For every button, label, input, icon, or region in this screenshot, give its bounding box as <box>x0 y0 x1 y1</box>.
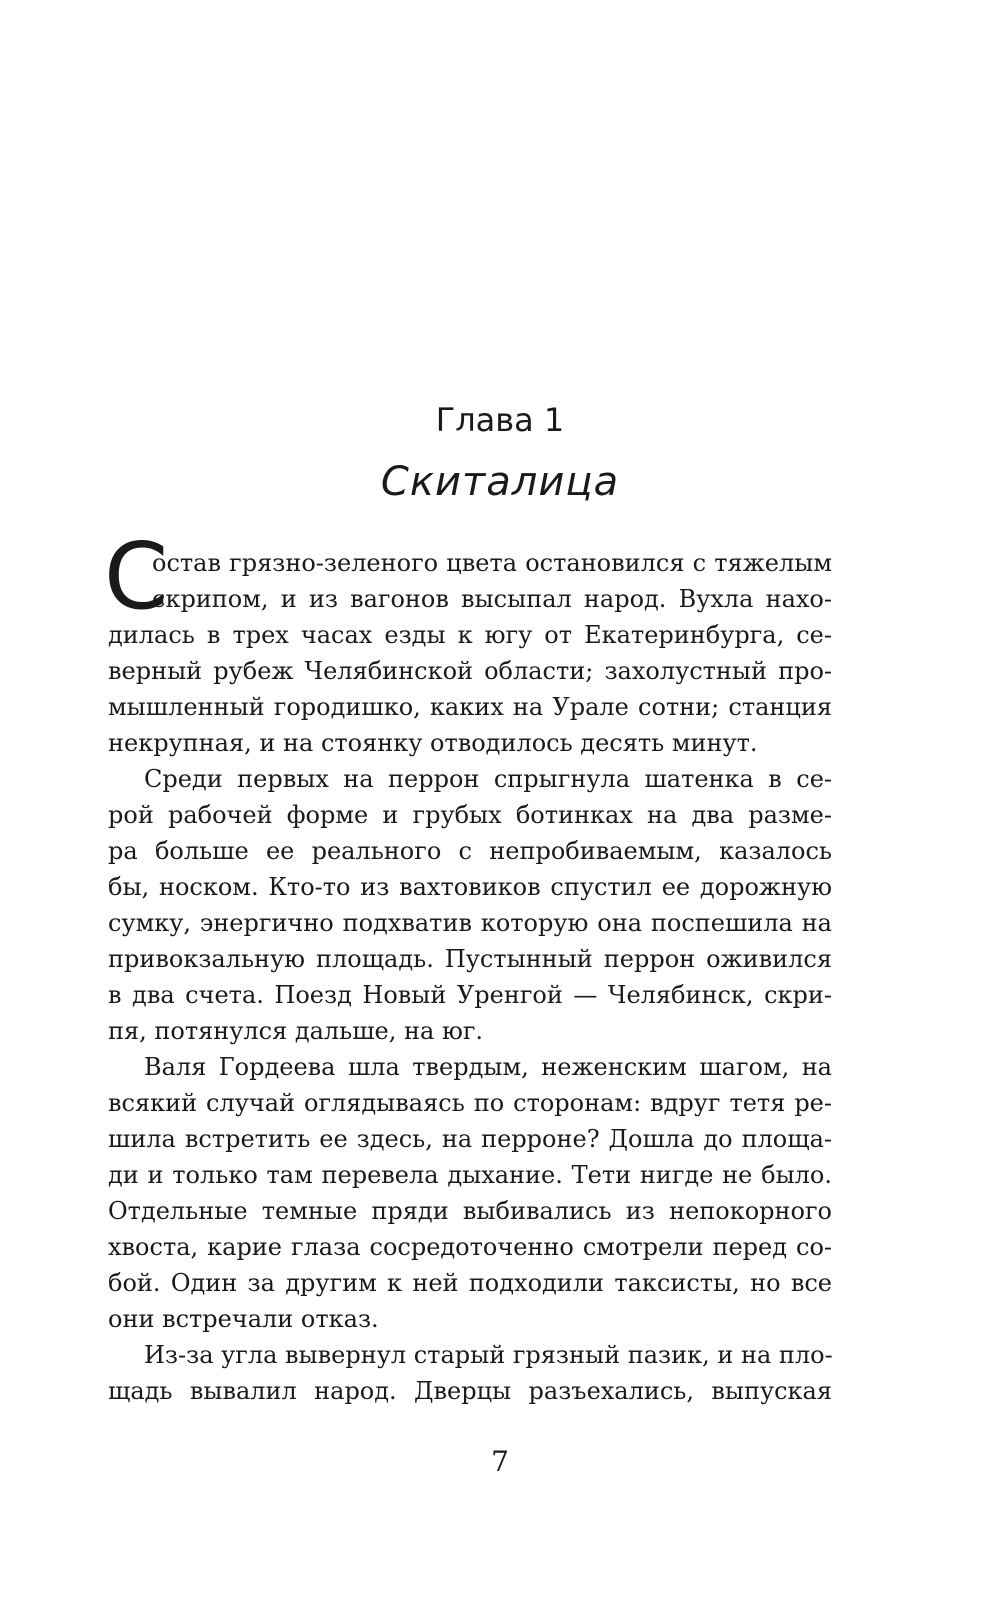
text-line: щадь вывалил народ. Дверцы разъехались, выпуская <box>108 1377 832 1405</box>
text-line: ди и только там перевела дыхание. Тети нигде не было. <box>108 1161 832 1189</box>
text-line: некрупная, и на стоянку отводилось десять минут. <box>108 729 758 757</box>
text-line: ра больше ее реального с непробиваемым, казалось <box>108 837 832 865</box>
body-text <box>104 523 833 1409</box>
text-line: хвоста, карие глаза сосредоточенно смотрели перед со- <box>108 1233 832 1261</box>
text-line: Валя Гордеева шла твердым, неженским шагом, на <box>144 1053 832 1081</box>
text-line: Среди первых на перрон спрыгнула шатенка в се- <box>144 765 832 793</box>
drop-cap: С <box>104 523 169 630</box>
text-line: в два счета. Поезд Новый Уренгой — Челябинск, скри- <box>108 981 832 1009</box>
text-line: пя, потянулся дальше, на юг. <box>108 1017 484 1045</box>
text-line: рой рабочей форме и грубых ботинках на два разме- <box>108 801 832 829</box>
text-line-content: остав грязно-зеленого цвета остановился с тяжелым <box>152 549 832 577</box>
text-line: Отдельные темные пряди выбивались из непокорного <box>108 1197 832 1225</box>
text-line: скрипом, и из вагонов высыпал народ. Вухла нахо- <box>152 585 832 613</box>
text-line: дилась в трех часах езды к югу от Екатеринбурга, се- <box>108 621 832 649</box>
text-line: бы, носком. Кто-то из вахтовиков спустил ее дорожную <box>108 873 832 901</box>
text-line: всякий случай оглядываясь по сторонам: вдруг тетя ре- <box>108 1089 832 1117</box>
page-number: 7 <box>491 1445 509 1478</box>
text-line: сумку, энергично подхватив которую она поспешила на <box>108 909 832 937</box>
text-line: бой. Один за другим к ней подходили таксисты, но все <box>108 1269 832 1297</box>
chapter-number: Глава 1 <box>435 401 565 439</box>
text-line: привокзальную площадь. Пустынный перрон оживился <box>108 945 832 973</box>
text-line: мышленный городишко, каких на Урале сотни; станция <box>108 693 832 721</box>
text-line: Из-за угла вывернул старый грязный пазик, и на пло- <box>144 1341 833 1369</box>
text-line: они встречали отказ. <box>108 1305 379 1333</box>
chapter-title: Скиталица <box>380 459 620 505</box>
text-line: верный рубеж Челябинской области; захолустный про- <box>108 657 832 685</box>
text-line: шила встретить ее здесь, на перроне? Дошла до площа- <box>108 1125 832 1153</box>
